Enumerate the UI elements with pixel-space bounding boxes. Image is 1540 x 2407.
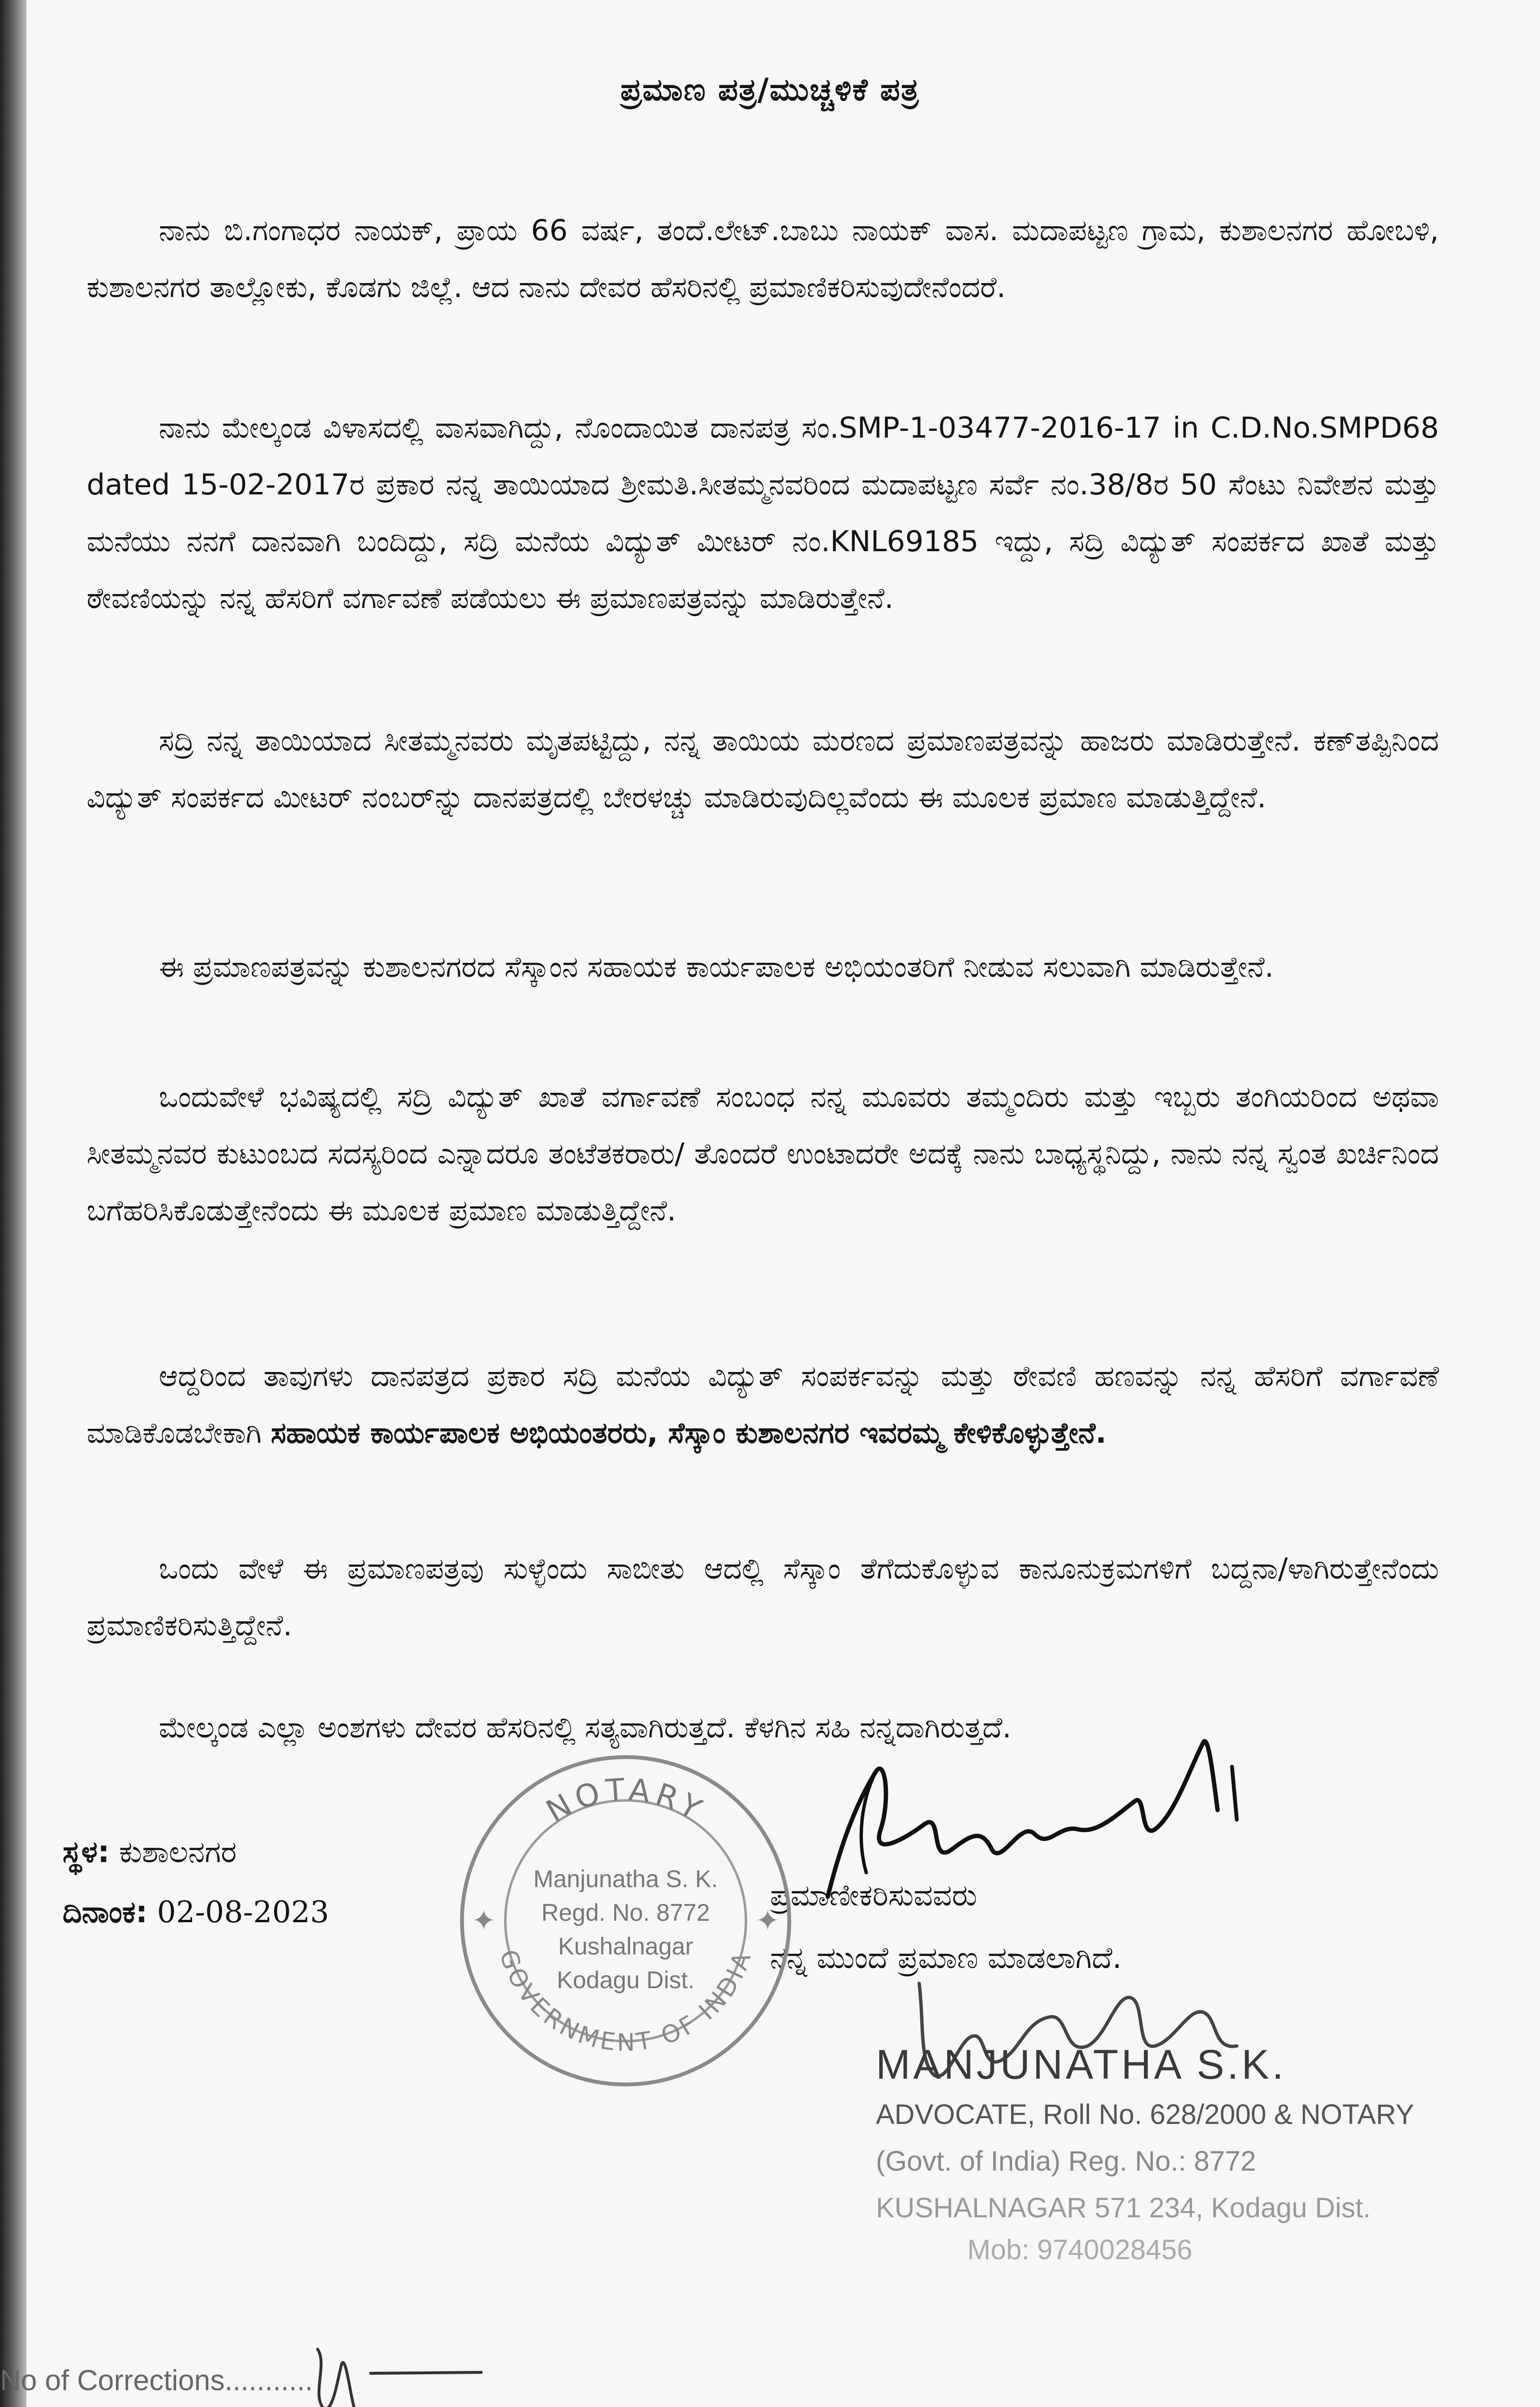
corrections-count: No of Corrections...........: [0, 2364, 313, 2396]
date-label: ದಿನಾಂಕ:: [63, 1894, 148, 1929]
date-line: [63, 1894, 329, 1930]
stamp-line-4: Mob: 9740028456: [967, 2234, 1193, 2265]
scan-shadow-left: [0, 0, 26, 2407]
paragraph-affirmation: ಮೇಲ್ಕಂಡ ಎಲ್ಲಾ ಅಂಶಗಳು ದೇವರ ಹೆಸರಿನಲ್ಲಿ ಸತ್ಯವಾಗಿರುತ್ತದೆ. ಕೆಳಗಿನ ಸಹಿ ನನ್ನದಾಗಿರುತ್ತದೆ.: [159, 1711, 1012, 1745]
seal-star-left: ✦: [472, 1904, 496, 1938]
request-authority: ಸಹಾಯಕ ಕಾರ್ಯಪಾಲಕ ಅಭಿಯಂತರರು, ಸೆಸ್ಕಾಂ ಕುಶಾಲನಗರ ಇವರಮ್ಮ ಕೇಳಿಕೊಳ್ಳುತ್ತೇನೆ.: [270, 1416, 1107, 1450]
place-value: ಕುಶಾಲನಗರ: [119, 1834, 237, 1869]
date-value: 02-08-2023: [157, 1894, 329, 1929]
paragraph-gift-deed: ನಾನು ಮೇಲ್ಕಂಡ ವಿಳಾಸದಲ್ಲಿ ವಾಸವಾಗಿದ್ದು, ನೊಂದಾಯಿತ ದಾನಪತ್ರ ಸಂ.SMP-1-03477-2016-17 in C.D.No.SMPD68 dated 15-02-2017ರ ಪ್ರಕಾರ ನನ್ನ ತಾಯಿಯಾದ ಶ್ರೀಮತಿ.ಸೀತಮ್ಮನವರಿಂದ ಮದಾಪಟ್ಟಣ ಸರ್ವೆ ನಂ.38/8ರ 50 ಸೆಂಟು ನಿವೇಶನ ಮತ್ತು ಮನೆಯು ನನಗೆ ದಾನವಾಗಿ ಬಂದಿದ್ದು, ಸದ್ರಿ ಮನೆಯ ವಿದ್ಯುತ್ ಮೀಟರ್ ನಂ.KNL69185 ಇದ್ದು, ಸದ್ರಿ ವಿದ್ಯುತ್ ಸಂಪರ್ಕದ ಖಾತೆ ಮತ್ತು ಠೇವಣಿಯನ್ನು ನನ್ನ ಹೆಸರಿಗೆ ವರ್ಗಾವಣೆ ಪಡೆಯಲು ಈ ಪ್ರಮಾಣಪತ್ರವನ್ನು ಮಾಡಿರುತ್ತೇನೆ.: [87, 411, 1439, 615]
seal-star-right: ✦: [756, 1904, 780, 1938]
paragraph-mother-death: ಸದ್ರಿ ನನ್ನ ತಾಯಿಯಾದ ಸೀತಮ್ಮನವರು ಮೃತಪಟ್ಟಿದ್ದು, ನನ್ನ ತಾಯಿಯ ಮರಣದ ಪ್ರಮಾಣಪತ್ರವನ್ನು ಹಾಜರು ಮಾಡಿರುತ್ತೇನೆ. ಕಣ್‌ತಪ್ಪಿನಿಂದ ವಿದ್ಯುತ್ ಸಂಪರ್ಕದ ಮೀಟರ್ ನಂಬರ್‌ನ್ನು ದಾನಪತ್ರದಲ್ಲಿ ಬೇರಳಚ್ಚು ಮಾಡಿರುವುದಿಲ್ಲವೆಂದು ಈ ಮೂಲಕ ಪ್ರಮಾಣ ಮಾಡುತ್ತಿದ್ದೇನೆ.: [87, 724, 1439, 815]
paragraph-purpose: ಈ ಪ್ರಮಾಣಪತ್ರವನ್ನು ಕುಶಾಲನಗರದ ಸೆಸ್ಕಾಂನ ಸಹಾಯಕ ಕಾರ್ಯಪಾಲಕ ಅಭಿಯಂತರಿಗೆ ನೀಡುವ ಸಲುವಾಗಿ ಮಾಡಿರುತ್ತೇನೆ.: [159, 950, 1274, 984]
seal-line-4: Kodagu Dist.: [556, 1967, 695, 1993]
place-label: ಸ್ಥಳ:: [63, 1834, 110, 1869]
stamp-line-3: KUSHALNAGAR 571 234, Kodagu Dist.: [876, 2192, 1371, 2224]
seal-line-1: Manjunatha S. K.: [533, 1865, 718, 1892]
seal-bottom-text: GOVERNMENT OF INDIA: [494, 1946, 757, 2057]
seal-line-3: Kushalnagar: [558, 1933, 693, 1960]
document-title: ಪ್ರಮಾಣ ಪತ್ರ/ಮುಚ್ಚಳಿಕೆ ಪತ್ರ: [620, 72, 920, 108]
seal-line-2: Regd. No. 8772: [541, 1899, 710, 1926]
corrections-initials: [308, 2335, 491, 2407]
stamp-line-1: ADVOCATE, Roll No. 628/2000 & NOTARY: [876, 2099, 1414, 2130]
paragraph-indemnity: ಒಂದುವೇಳೆ ಭವಿಷ್ಯದಲ್ಲಿ ಸದ್ರಿ ವಿದ್ಯುತ್ ಖಾತೆ ವರ್ಗಾವಣೆ ಸಂಬಂಧ ನನ್ನ ಮೂವರು ತಮ್ಮಂದಿರು ಮತ್ತು ಇಬ್ಬರು ತಂಗಿಯರಿಂದ ಅಥವಾ ಸೀತಮ್ಮನವರ ಕುಟುಂಬದ ಸದಸ್ಯರಿಂದ ಎನ್ನಾದರೂ ತಂಟೆತಕರಾರು/ ತೊಂದರೆ ಉಂಟಾದರೇ ಅದಕ್ಕೆ ನಾನು ಬಾಧ್ಯಸ್ಥನಿದ್ದು, ನಾನು ನನ್ನ ಸ್ವಂತ ಖರ್ಚಿನಿಂದ ಬಗೆಹರಿಸಿಕೊಡುತ್ತೇನೆಂದು ಈ ಮೂಲಕ ಪ್ರಮಾಣ ಮಾಡುತ್ತಿದ್ದೇನೆ.: [87, 1080, 1439, 1228]
seal-top-text: NOTARY: [540, 1772, 711, 1830]
place-line: [63, 1834, 237, 1870]
declarant-label: ಪ್ರಮಾಣೀಕರಿಸುವವರು: [770, 1877, 977, 1913]
notary-seal: [452, 1747, 799, 2094]
notary-stamp: [876, 2041, 1414, 2266]
stamp-name: MANJUNATHA S.K.: [876, 2042, 1286, 2088]
declarant-signature: [808, 1714, 1251, 1916]
request-text: ಆದ್ದರಿಂದ ತಾವುಗಳು ದಾನಪತ್ರದ ಪ್ರಕಾರ ಸದ್ರಿ ಮನೆಯ ವಿದ್ಯುತ್ ಸಂಪರ್ಕವನ್ನು ಮತ್ತು ಠೇವಣಿ ಹಣವನ್ನು ನನ್ನ ಹೆಸರಿಗೆ ವರ್ಗಾವಣೆ ಮಾಡಿಕೊಡಬೇಕಾಗಿ: [87, 1359, 1439, 1450]
sworn-before-text: ನನ್ನ ಮುಂದೆ ಪ್ರಮಾಣ ಮಾಡಲಾಗಿದೆ.: [770, 1940, 1122, 1975]
paragraph-declarant: ನಾನು ಬಿ.ಗಂಗಾಧರ ನಾಯಕ್, ಪ್ರಾಯ 66 ವರ್ಷ, ತಂದೆ.ಲೇಟ್.ಬಾಬು ನಾಯಕ್ ವಾಸ. ಮದಾಪಟ್ಟಣ ಗ್ರಾಮ, ಕುಶಾಲನಗರ ಹೋಬಳಿ, ಕುಶಾಲನಗರ ತಾಲ್ಲೋಕು, ಕೊಡಗು ಜಿಲ್ಲೆ. ಆದ ನಾನು ದೇವರ ಹೆಸರಿನಲ್ಲಿ ಪ್ರಮಾಣಿಕರಿಸುವುದೇನೆಂದರೆ.: [87, 214, 1439, 304]
stamp-line-2: (Govt. of India) Reg. No.: 8772: [876, 2146, 1256, 2177]
paragraph-liability: ಒಂದು ವೇಳೆ ಈ ಪ್ರಮಾಣಪತ್ರವು ಸುಳ್ಳೆಂದು ಸಾಬೀತು ಆದಲ್ಲಿ ಸೆಸ್ಕಾಂ ತೆಗೆದುಕೊಳ್ಳುವ ಕಾನೂನುಕ್ರಮಗಳಿಗೆ ಬದ್ದನಾ/ಳಾಗಿರುತ್ತೇನೆಂದು ಪ್ರಮಾಣಿಕರಿಸುತ್ತಿದ್ದೇನೆ.: [87, 1552, 1439, 1643]
paragraph-request: [87, 1348, 1439, 1462]
